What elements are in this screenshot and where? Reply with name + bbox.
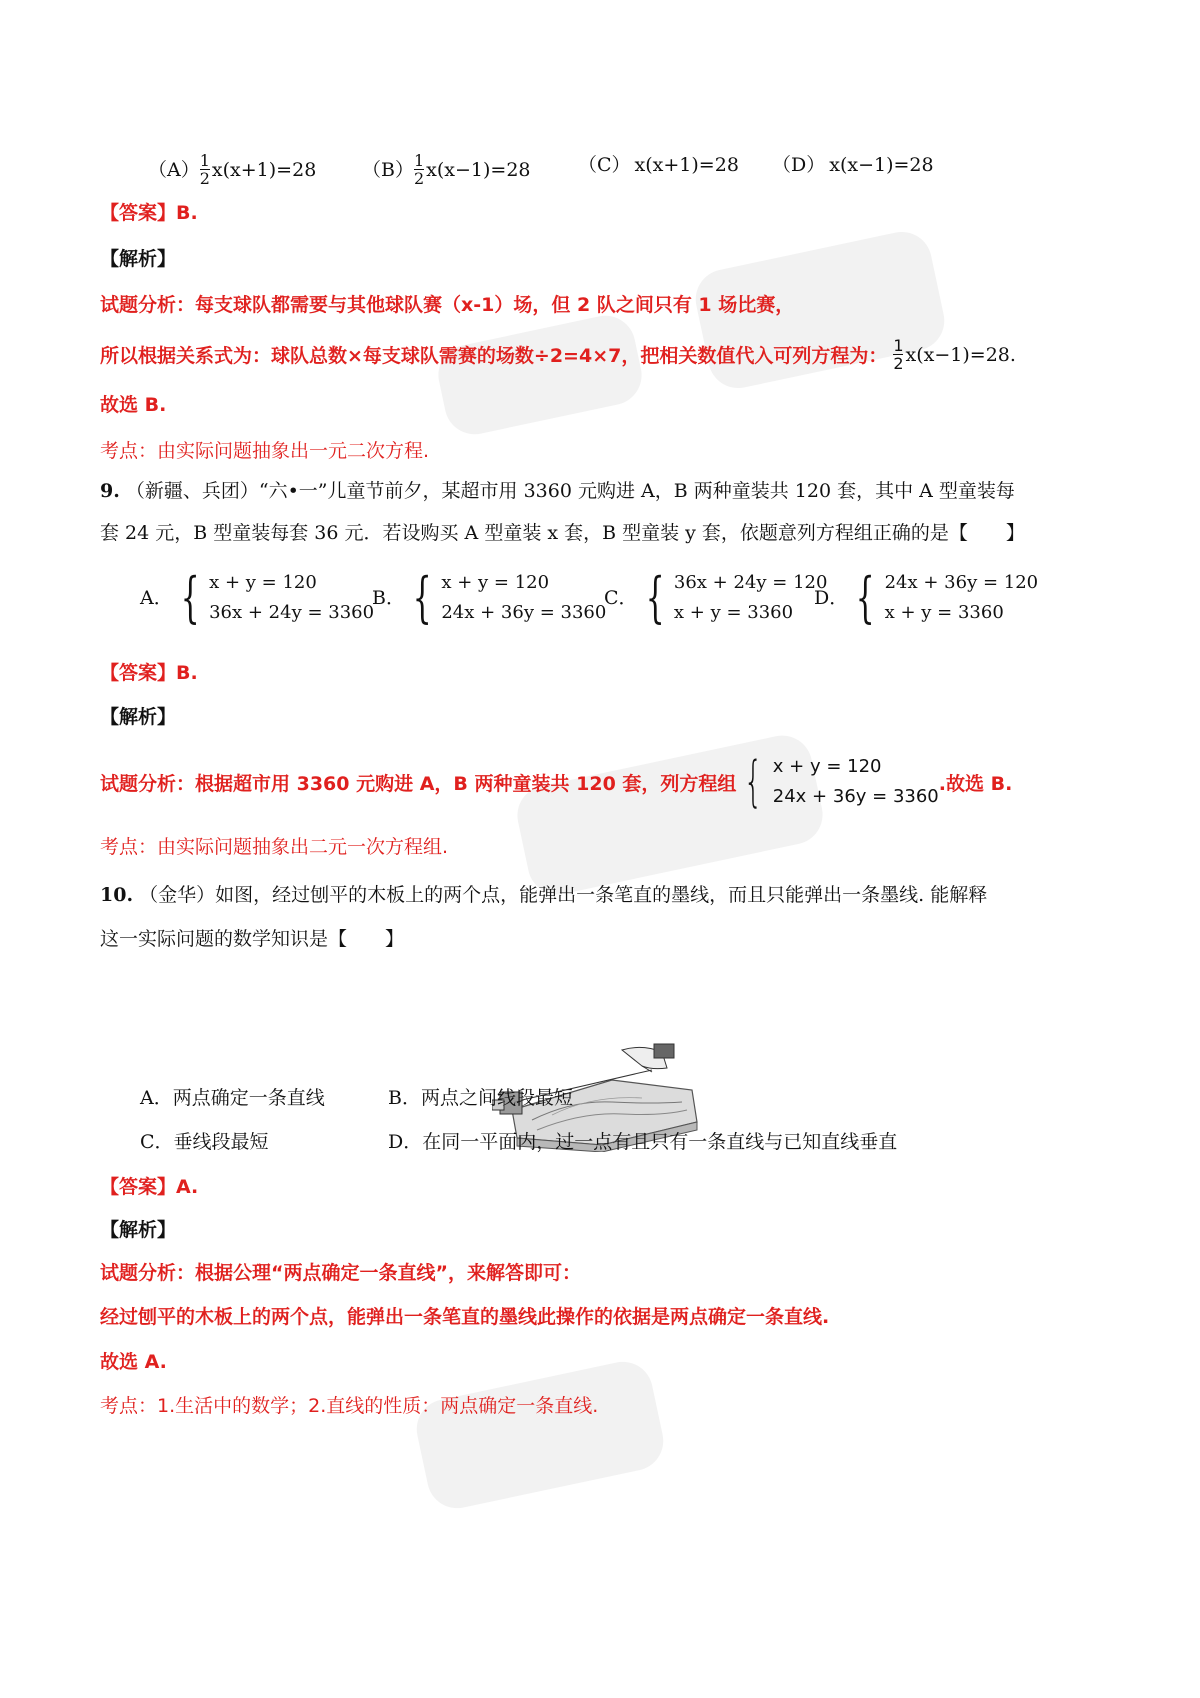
q8-analysis-1: 试题分析：每支球队都需要与其他球队赛（x-1）场，但 2 队之间只有 1 场比赛， — [100, 294, 795, 316]
fraction-half: $\frac{1}{2}$ — [199, 151, 210, 188]
system-row: 36x + 24y = 3360 — [209, 602, 375, 623]
option-equation: x(x−1)=28 — [829, 154, 934, 176]
q10-option-d: D．在同一平面内，过一点有且只有一条直线与已知直线垂直 — [388, 1131, 898, 1153]
option-label: D． — [814, 587, 849, 609]
option-label: A． — [140, 587, 173, 609]
q10-text-1 — [100, 882, 987, 908]
q9-analysis-label: 【解析】 — [100, 706, 177, 728]
system-row: 36x + 24y = 120 — [673, 572, 828, 593]
q8-analysis-label: 【解析】 — [100, 248, 177, 270]
q8-analysis-2 — [100, 337, 1016, 372]
q10-keypoint: 考点：1.生活中的数学；2.直线的性质：两点确定一条直线. — [100, 1395, 599, 1417]
q9-option-c — [604, 568, 827, 628]
system-row: x + y = 120 — [209, 572, 317, 593]
analysis-text: .故选 B. — [938, 772, 1013, 795]
q8-keypoint: 考点：由实际问题抽象出一元二次方程. — [100, 440, 430, 462]
option-label: （B） — [362, 158, 414, 181]
fraction-half: $\frac{1}{2}$ — [893, 336, 904, 373]
q10-analysis-1: 试题分析：根据公理“两点确定一条直线”，来解答即可： — [100, 1262, 581, 1284]
q10-option-a: A．两点确定一条直线 — [140, 1087, 325, 1109]
fraction-half: $\frac{1}{2}$ — [413, 151, 425, 188]
equation-system: { x + y = 120 24x + 36y = 3360 — [744, 750, 939, 813]
q10-text-2: 这一实际问题的数学知识是【 】 — [100, 928, 405, 950]
equation-system: { 36x + 24y = 120 x + y = 3360 — [645, 566, 828, 629]
question-text: （金华）如图，经过刨平的木板上的两个点，能弹出一条笔直的墨线，而且只能弹出一条墨线. 能解释 — [139, 884, 988, 906]
q10-answer: 【答案】A. — [100, 1176, 199, 1198]
q10-analysis-label: 【解析】 — [100, 1219, 177, 1241]
q10-option-b: B．两点之间线段最短 — [388, 1087, 573, 1109]
system-row: x + y = 3360 — [884, 602, 1004, 623]
q9-analysis — [100, 752, 1012, 812]
system-row: 24x + 36y = 3360 — [772, 786, 939, 807]
option-label: C． — [604, 587, 638, 609]
system-row: x + y = 120 — [772, 756, 882, 777]
q10-analysis-2: 经过刨平的木板上的两个点，能弹出一条笔直的墨线此操作的依据是两点确定一条直线. — [100, 1306, 830, 1328]
q9-text-2: 套 24 元，B 型童装每套 36 元．若设购买 A 型童装 x 套，B 型童装 y 套，依题意列方程组正确的是【 】 — [100, 522, 1025, 544]
option-equation: x(x+1)=28 — [634, 154, 739, 176]
q8-answer: 【答案】B. — [100, 202, 198, 224]
question-number: 9. — [100, 480, 120, 502]
q8-option-b — [362, 152, 531, 187]
q9-option-a — [140, 568, 374, 628]
system-row: x + y = 120 — [441, 572, 550, 593]
analysis-text: 试题分析：根据超市用 3360 元购进 A，B 两种童装共 120 套，列方程组 — [100, 772, 737, 795]
option-label: （D） — [772, 154, 826, 176]
q9-option-b — [372, 568, 606, 628]
system-row: 24x + 36y = 3360 — [441, 602, 607, 623]
q9-option-d — [814, 568, 1038, 628]
q8-option-d — [772, 152, 934, 178]
equation-system: { x + y = 120 36x + 24y = 3360 — [180, 566, 375, 629]
q9-keypoint: 考点：由实际问题抽象出二元一次方程组. — [100, 836, 449, 858]
q9-text-1 — [100, 478, 1015, 504]
option-label: B． — [372, 587, 405, 609]
system-row: x + y = 3360 — [673, 602, 794, 623]
watermark — [433, 310, 647, 440]
option-equation: x(x−1)=28 — [426, 158, 531, 181]
equation-system: { x + y = 120 24x + 36y = 3360 — [412, 566, 607, 629]
q10-conclusion: 故选 A. — [100, 1351, 167, 1373]
analysis-equation: x(x−1)=28. — [905, 343, 1016, 366]
question-number: 10. — [100, 884, 134, 906]
q8-conclusion: 故选 B. — [100, 394, 167, 416]
q9-answer: 【答案】B. — [100, 662, 198, 684]
q8-option-a — [148, 152, 316, 187]
watermark — [411, 1356, 669, 1513]
option-label: （A） — [148, 158, 200, 181]
analysis-text: 所以根据关系式为：球队总数×每支球队需赛的场数÷2=4×7，把相关数值代入可列方程为： — [100, 345, 888, 367]
system-row: 24x + 36y = 120 — [884, 572, 1039, 593]
option-label: （C） — [578, 154, 631, 176]
equation-system: { 24x + 36y = 120 x + y = 3360 — [855, 566, 1039, 629]
q10-option-c: C．垂线段最短 — [140, 1131, 269, 1153]
q8-option-c — [578, 152, 739, 178]
question-text: （新疆、兵团）“六•一”儿童节前夕，某超市用 3360 元购进 A，B 两种童装共 120 套，其中 A 型童装每 — [125, 480, 1015, 502]
option-equation: x(x+1)=28 — [211, 158, 317, 181]
